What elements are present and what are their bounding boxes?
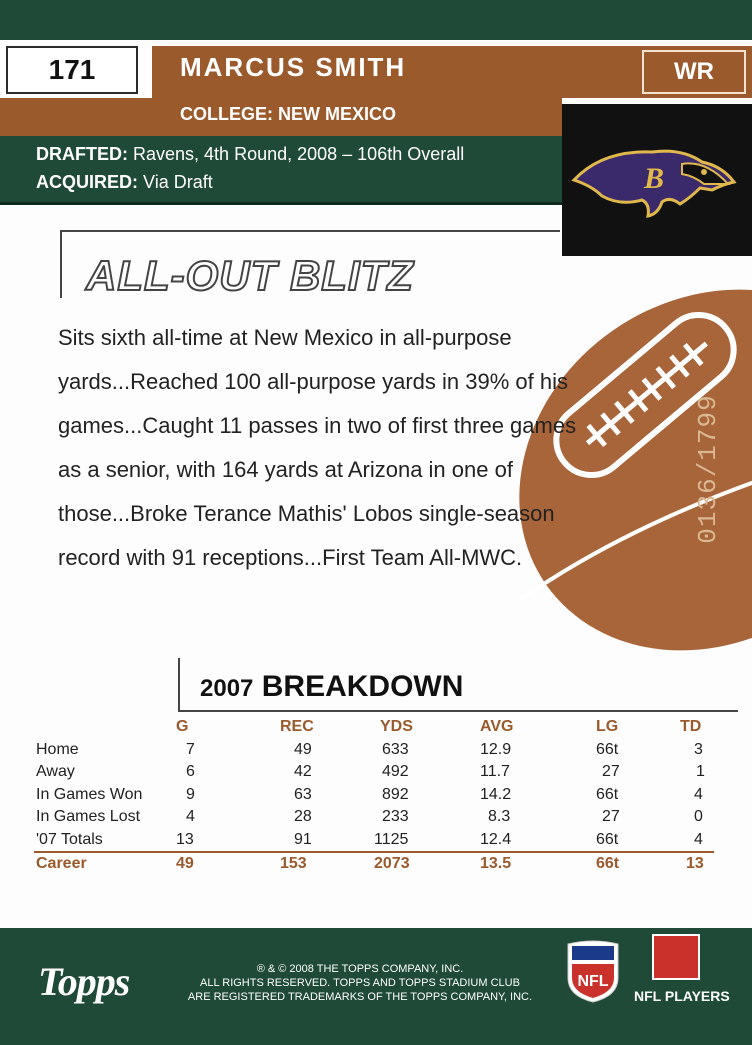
legal-text [160,962,560,1004]
table-row [34,761,714,784]
acquired-label: ACQUIRED: [36,172,138,192]
top-band [0,0,752,40]
card-number-box [6,46,138,94]
stats-table [34,716,714,876]
legal-line: ALL RIGHTS RESERVED. TOPPS AND TOPPS STADIUM CLUB [200,977,520,989]
breakdown-frame-left [178,658,180,712]
cell: 8.3 [488,808,511,825]
row-label: Career [36,855,87,872]
cell: 12.9 [480,740,512,758]
drafted-value: Ravens, 4th Round, 2008 – 106th Overall [133,144,465,164]
cell: 4 [186,808,195,825]
cell: 492 [382,763,409,780]
cell: 28 [294,808,312,825]
player-college: COLLEGE: NEW MEXICO [180,104,396,124]
nfl-shield-icon [564,938,622,1004]
legal-line: ® & © 2008 THE TOPPS COMPANY, INC. [256,963,464,975]
section-title: ALL-OUT BLITZ [86,252,414,299]
table-row [34,829,714,852]
cell: 66t [596,785,619,803]
team-logo-box [562,104,752,256]
breakdown-title [200,670,463,704]
breakdown-label: BREAKDOWN [261,670,464,703]
nfl-players-logo-icon [652,934,700,980]
svg-text:B: B [644,162,665,195]
cell: 49 [294,740,312,758]
cell: 633 [382,740,409,758]
col-header: YDS [380,718,413,735]
stats-header-row [34,716,714,739]
row-label: In Games Won [36,785,143,803]
blitz-frame-left [60,230,62,298]
player-position: WR [674,58,714,85]
cell: 3 [694,740,703,758]
col-header: AVG [480,718,514,735]
cell: 42 [294,763,312,780]
serial-number: 0136/1799 [693,394,723,544]
cell: 13 [686,855,704,872]
breakdown-year: 2007 [200,675,254,702]
row-label: '07 Totals [36,830,103,848]
breakdown-frame-bottom [178,710,738,712]
cell: 66t [596,855,620,872]
col-header: REC [280,718,314,735]
card-number: 171 [48,54,96,85]
row-label: In Games Lost [36,808,141,825]
cell: 1 [696,763,705,780]
topps-logo: Topps [38,959,130,1004]
ravens-logo-icon [562,104,752,256]
cell: 233 [382,808,409,825]
cell: 153 [280,855,307,872]
cell: 2073 [374,855,410,872]
cell: 0 [694,808,703,825]
cell: 13 [176,830,194,848]
drafted-line [36,144,464,165]
cell: 91 [294,830,312,848]
legal-line: ARE REGISTERED TRADEMARKS OF THE TOPPS COMPANY, INC. [187,991,533,1003]
career-row [34,851,714,876]
acquired-line [36,172,213,193]
cell: 11.7 [480,763,510,780]
player-name: MARCUS SMITH [180,52,407,82]
col-header: TD [680,718,702,735]
cell: 892 [382,785,409,803]
drafted-label: DRAFTED: [36,144,128,164]
cell: 49 [176,855,194,872]
cell: 63 [294,785,312,803]
nfl-logo-text: NFL [577,973,609,990]
cell: 6 [186,763,195,780]
cell: 66t [596,830,619,848]
nfl-players-label: NFL PLAYERS [634,988,730,1004]
cell: 9 [186,785,195,803]
blitz-frame-top [60,230,560,232]
cell: 4 [694,830,703,848]
cell: 12.4 [480,830,512,848]
table-row [34,739,714,762]
table-row [34,784,714,807]
cell: 7 [186,740,195,758]
table-row [34,806,714,829]
cell: 27 [602,808,620,825]
col-header: LG [596,718,619,735]
cell: 13.5 [480,855,512,872]
bio-text: Sits sixth all-time at New Mexico in all-purpose yards...Reached 100 all-purpose yards in 39% of his games...Caught 11 passes in two of first three games as a senior, with 164 yards at Arizona in one of those...Broke Terance Mathis' Lobos single-season record with 91 receptions...First Team All-MWC. [58,325,577,570]
row-label: Home [36,740,79,758]
row-label: Away [36,763,75,780]
cell: 27 [602,763,620,780]
acquired-value: Via Draft [143,172,213,192]
cell: 4 [694,785,703,803]
col-header: G [176,718,189,735]
cell: 66t [596,740,619,758]
cell: 1125 [374,830,409,848]
cell: 14.2 [480,785,512,803]
